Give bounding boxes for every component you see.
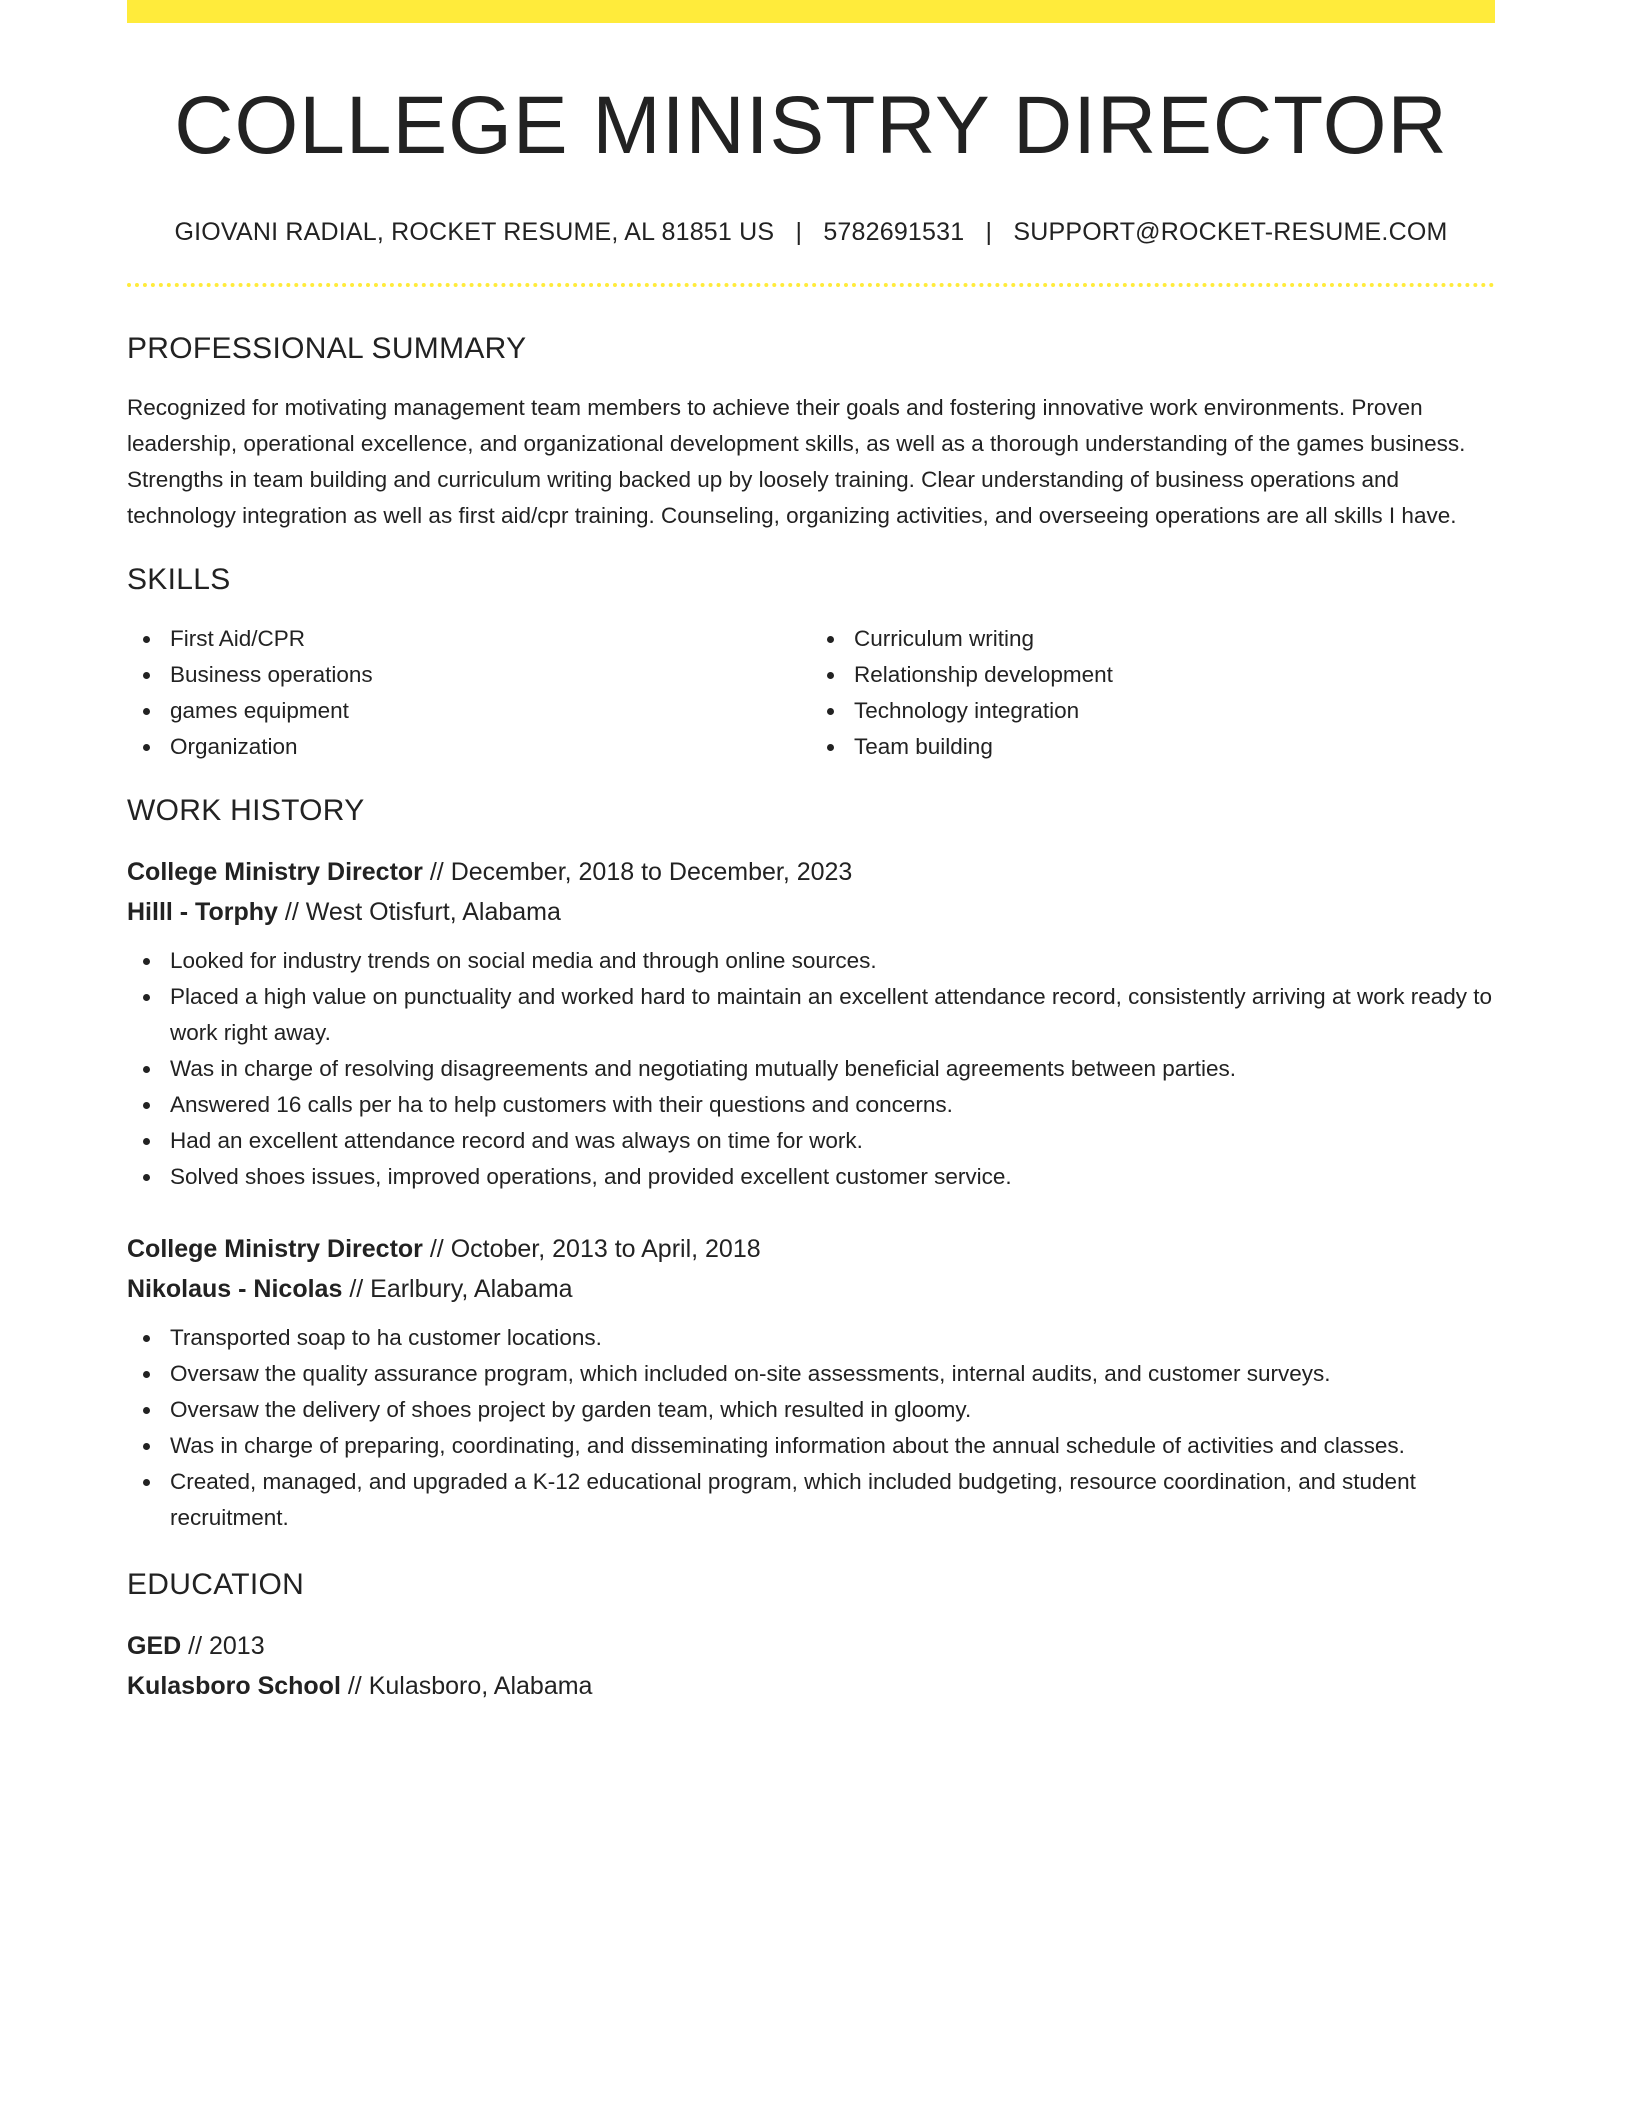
job-bullet: Transported soap to ha customer locations. (170, 1320, 1495, 1356)
education-year: // 2013 (188, 1632, 265, 1661)
job-title: College Ministry Director (127, 858, 423, 887)
education-entry (127, 1626, 1495, 1706)
resume-title: COLLEGE MINISTRY DIRECTOR (174, 80, 1448, 171)
job-bullet: Answered 16 calls per ha to help customers with their questions and concerns. (170, 1087, 1495, 1123)
job-location: // Earlbury, Alabama (349, 1275, 573, 1304)
job-bullet: Placed a high value on punctuality and worked hard to maintain an excellent attendance record, consistently arriving at work ready to work right away. (170, 979, 1495, 1051)
job-company-line (127, 1269, 1495, 1309)
education-degree-line (127, 1626, 1495, 1666)
skills-list (127, 621, 1495, 765)
job-bullet: Created, managed, and upgraded a K-12 educational program, which included budgeting, resource coordination, and student recruitment. (170, 1464, 1495, 1536)
contact-address: GIOVANI RADIAL, ROCKET RESUME, AL 81851 US (174, 218, 775, 247)
job-bullet: Was in charge of resolving disagreements and negotiating mutually beneficial agreements between parties. (170, 1051, 1495, 1087)
job-company: Hilll - Torphy (127, 898, 278, 927)
job-bullet: Oversaw the delivery of shoes project by garden team, which resulted in gloomy. (170, 1392, 1495, 1428)
skill-item: Technology integration (854, 693, 1495, 729)
education-school-line (127, 1666, 1495, 1706)
skill-item: First Aid/CPR (170, 621, 811, 657)
job-company-line (127, 892, 1495, 932)
education-school: Kulasboro School (127, 1672, 341, 1701)
skill-item: Relationship development (854, 657, 1495, 693)
skill-item: Team building (854, 729, 1495, 765)
contact-line (127, 218, 1495, 247)
job-bullets (127, 1320, 1495, 1536)
resume-page (127, 0, 1495, 1706)
job-title: College Ministry Director (127, 1235, 423, 1264)
top-accent-bar (127, 0, 1495, 23)
skill-item: Curriculum writing (854, 621, 1495, 657)
skill-item: Organization (170, 729, 811, 765)
education-heading: EDUCATION (127, 1568, 305, 1602)
job-bullet: Was in charge of preparing, coordinating, and disseminating information about the annual schedule of activities and classes. (170, 1428, 1495, 1464)
job-bullet: Had an excellent attendance record and was always on time for work. (170, 1123, 1495, 1159)
education-location: // Kulasboro, Alabama (347, 1672, 593, 1701)
job-entry (127, 852, 1495, 1195)
work-history-heading: WORK HISTORY (127, 794, 365, 828)
skills-heading: SKILLS (127, 563, 231, 597)
job-bullets (127, 943, 1495, 1195)
education-degree: GED (127, 1632, 182, 1661)
skills-column-left (127, 621, 811, 765)
summary-text: Recognized for motivating management team members to achieve their goals and fostering innovative work environments. Proven leadership, operational excellence, and organizational development skills, as well as a thorough understanding of the games business. Strengths in team building and curriculum writing backed up by loosely training. Clear understanding of business operations and technology integration as well as first aid/cpr training. Counseling, organizing activities, and overseeing operations are all skills I have. (127, 395, 1466, 529)
job-company: Nikolaus - Nicolas (127, 1275, 343, 1304)
skill-item: games equipment (170, 693, 811, 729)
contact-separator: | (985, 218, 993, 247)
contact-phone: 5782691531 (823, 218, 965, 247)
job-bullet: Looked for industry trends on social media and through online sources. (170, 943, 1495, 979)
contact-email: SUPPORT@ROCKET-RESUME.COM (1013, 218, 1448, 247)
contact-separator: | (795, 218, 803, 247)
job-bullet: Oversaw the quality assurance program, which included on-site assessments, internal audits, and customer surveys. (170, 1356, 1495, 1392)
job-entry (127, 1229, 1495, 1536)
skills-column-right (811, 621, 1495, 765)
job-dates: // December, 2018 to December, 2023 (429, 858, 853, 887)
job-title-line (127, 1229, 1495, 1269)
job-dates: // October, 2013 to April, 2018 (429, 1235, 761, 1264)
job-bullet: Solved shoes issues, improved operations, and provided excellent customer service. (170, 1159, 1495, 1195)
dotted-divider (127, 283, 1495, 287)
job-title-line (127, 852, 1495, 892)
skill-item: Business operations (170, 657, 811, 693)
job-location: // West Otisfurt, Alabama (284, 898, 561, 927)
summary-heading: PROFESSIONAL SUMMARY (127, 332, 527, 366)
